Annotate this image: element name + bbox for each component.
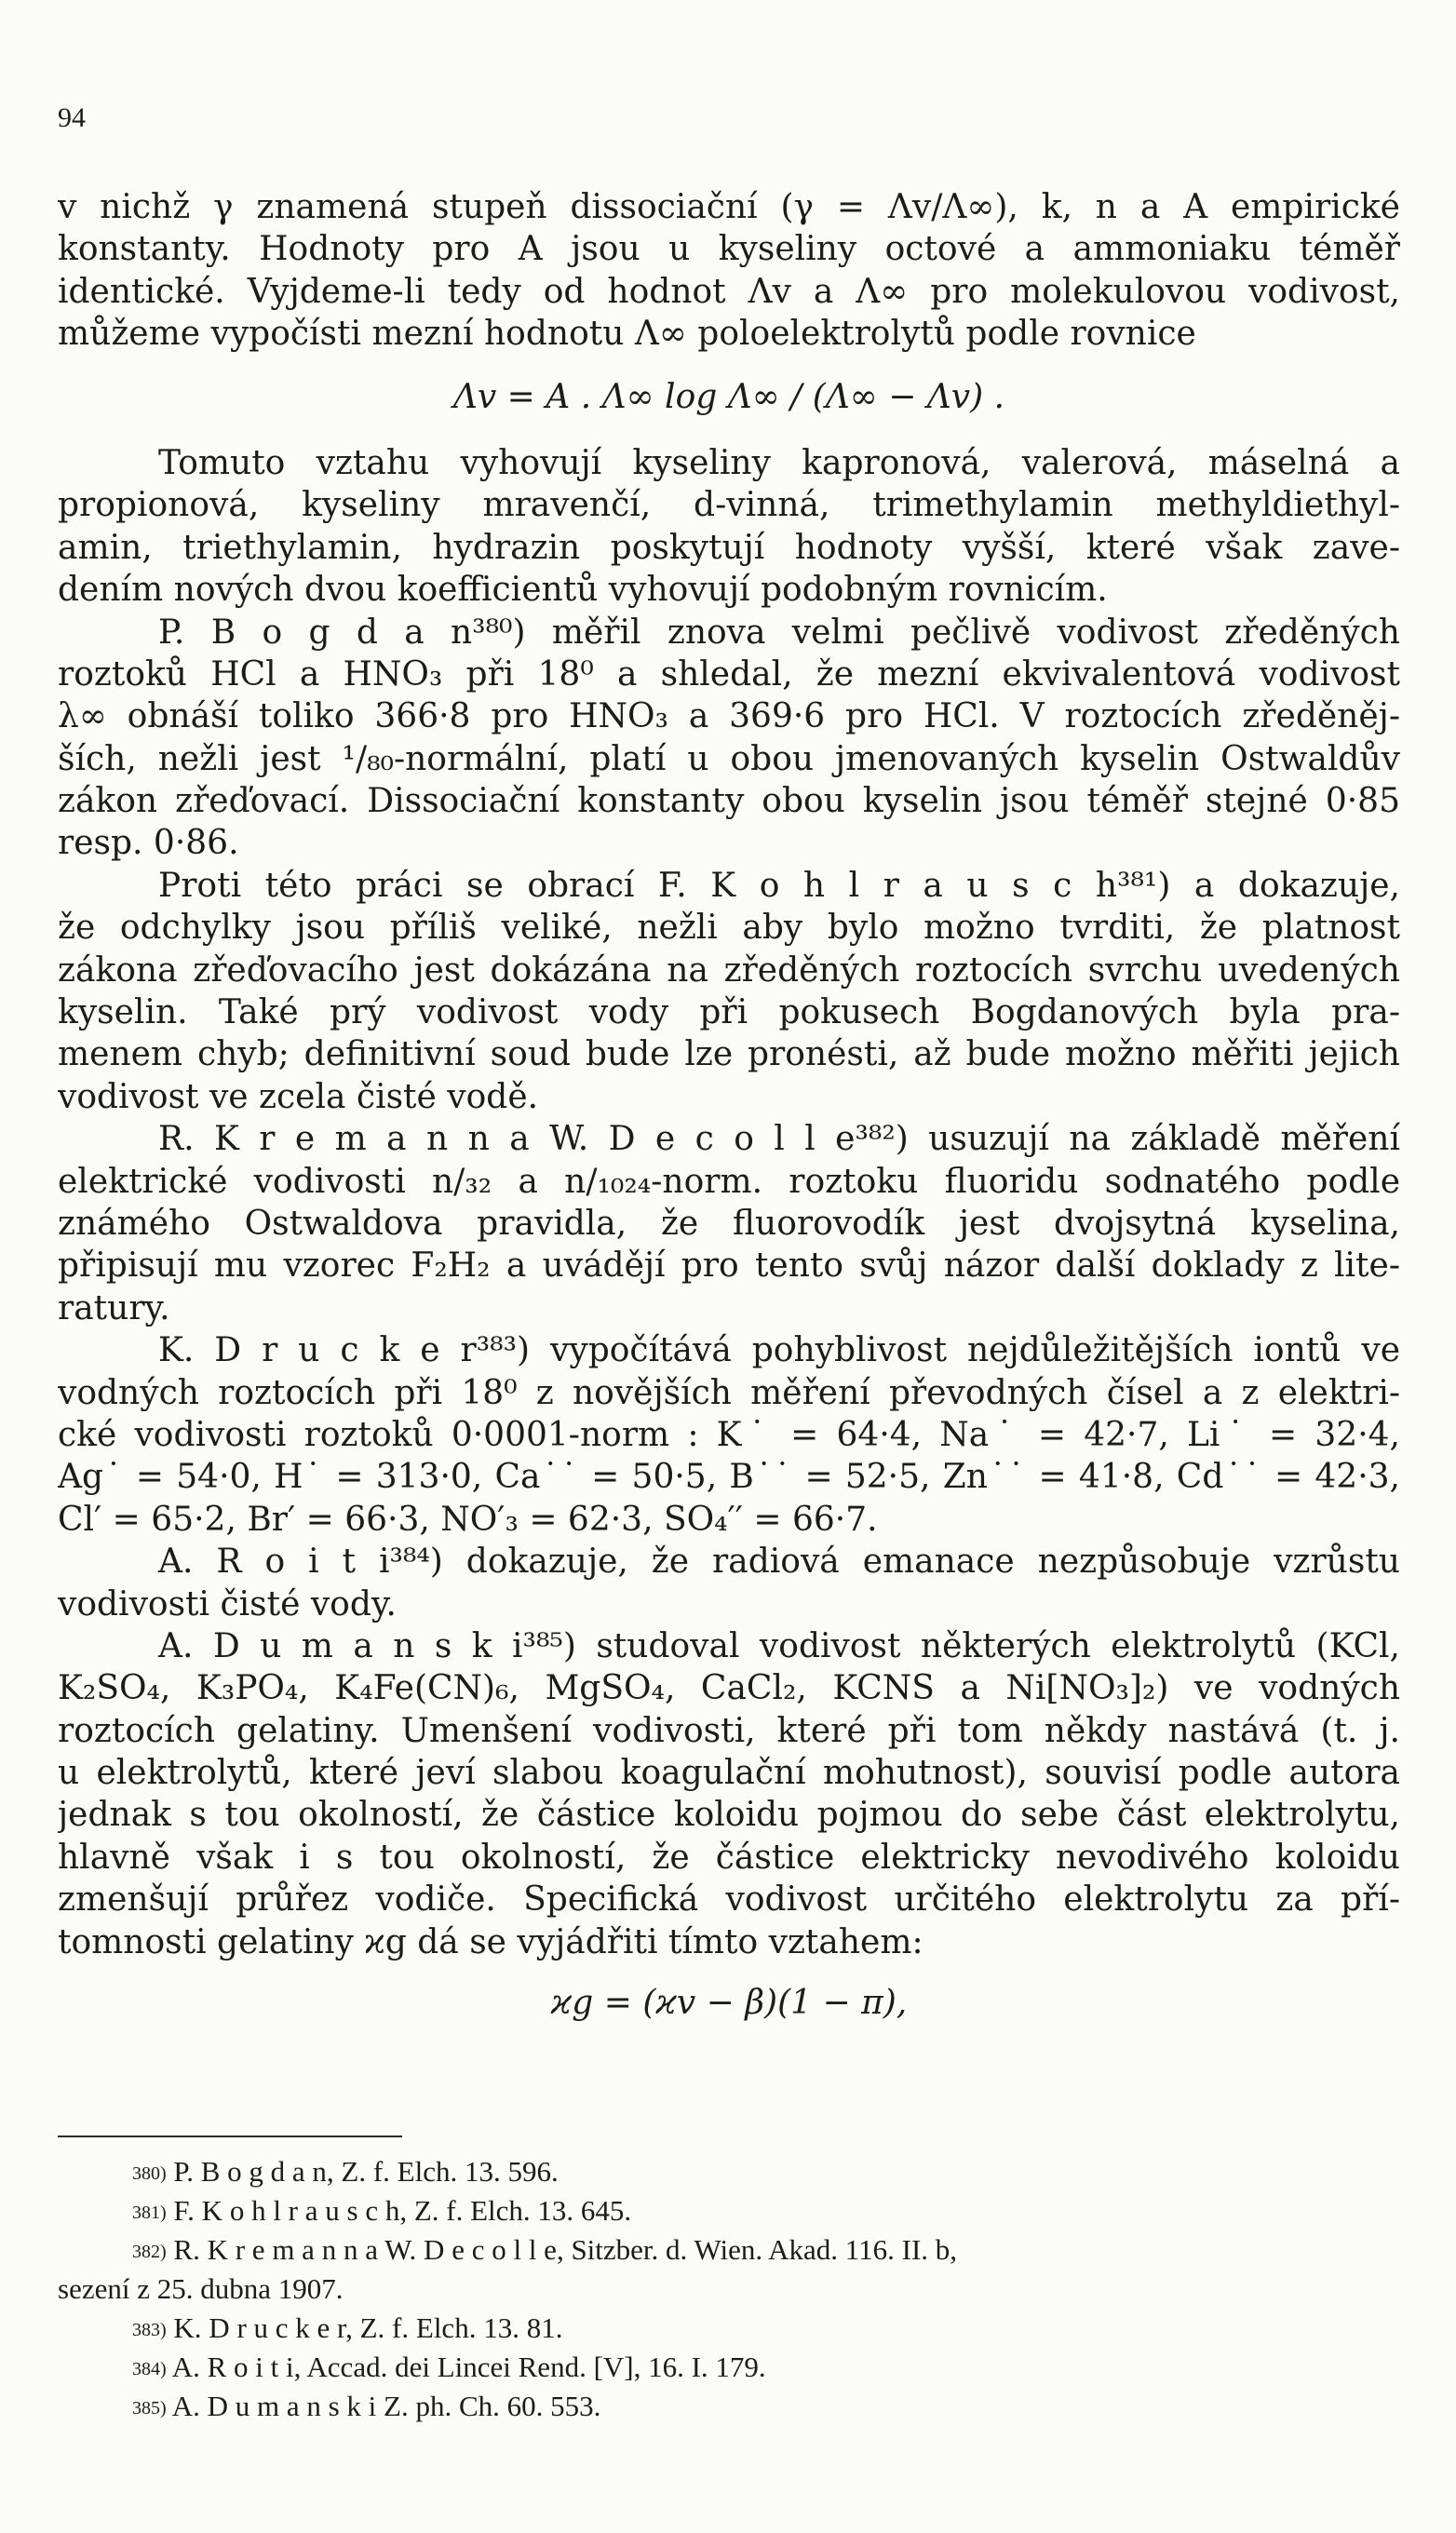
footnotes <box>58 2152 1400 2426</box>
text-line: roztoků HCl a HNO₃ při 18⁰ a shledal, že mezní ekvivalentová vodivost <box>58 654 1400 694</box>
text-line: zákon zřeďovací. Dissociační konstanty obou kyselin jsou téměř stejné 0·85 <box>58 782 1400 821</box>
equation-limiting-conductivity: Λv = A . Λ∞ log Λ∞ / (Λ∞ − Λv) . <box>452 377 1005 416</box>
text-line: K. D r u c k e r³⁸³) vypočítává pohyblivost nejdůležitějších iontů ve <box>158 1331 1400 1370</box>
main-text <box>58 186 1400 2024</box>
text-line: cké vodivosti roztoků 0·0001-norm : K˙ = 64·4, Na˙ = 42·7, Li˙ = 32·4, <box>58 1415 1400 1454</box>
text-line: vodných roztocích při 18⁰ z novějších měření převodných čísel a z elektri- <box>58 1373 1400 1412</box>
text-line: Ag˙ = 54·0, H˙ = 313·0, Ca˙˙ = 50·5, B˙˙ = 52·5, Zn˙˙ = 41·8, Cd˙˙ = 42·3, <box>58 1458 1400 1497</box>
text-line: hlavně však i s tou okolností, že částice elektricky nevodivého koloidu <box>58 1838 1400 1877</box>
footnote-384: $^{384)}$ A. R o i t i, Accad. dei Lincei Rend. [V], 16. I. 179. <box>132 2351 766 2383</box>
text-line: kyselin. Také prý vodivost vody při pokusech Bogdanových byla pra- <box>58 993 1400 1032</box>
text-line: dením nových dvou koefficientů vyhovují podobným rovnicím. <box>58 571 1108 610</box>
text-line: ratury. <box>58 1288 170 1327</box>
text-line: v nichž γ znamená stupeň dissociační (γ = Λv/Λ∞), k, n a A empirické <box>58 188 1400 226</box>
text-line: A. R o i t i³⁸⁴) dokazuje, že radiová emanace nezpůsobuje vzrůstu <box>158 1543 1400 1582</box>
text-line: jednak s tou okolností, že částice koloidu pojmou do sebe část elektrolytu, <box>58 1796 1400 1835</box>
paragraph-bogdan <box>58 612 1400 865</box>
text-line: Tomuto vztahu vyhovují kyseliny kapronová, valerová, máselná a <box>158 443 1400 482</box>
paragraph-drucker <box>58 1329 1400 1541</box>
text-line: amin, triethylamin, hydrazin poskytují hodnoty vyšší, které však zave- <box>58 528 1400 567</box>
text-line: resp. 0·86. <box>58 824 239 863</box>
text-line: Proti této práci se obrací F. K o h l r a u s c h³⁸¹) a dokazuje, <box>158 866 1400 905</box>
paragraph-kohlrausch <box>58 865 1400 1118</box>
paragraph-kapronova <box>58 442 1400 612</box>
text-line: můžeme vypočísti mezní hodnotu Λ∞ poloelektrolytů podle rovnice <box>58 315 1196 354</box>
text-line: A. D u m a n s k i³⁸⁵) studoval vodivost některých elektrolytů (KCl, <box>158 1626 1400 1665</box>
footnote-381: $^{381)}$ F. K o h l r a u s c h, Z. f. Elch. 13. 645. <box>132 2194 632 2227</box>
text-line: R. K r e m a n n a W. D e c o l l e³⁸²) usuzují na základě měření <box>158 1120 1400 1159</box>
text-line: zákona zřeďovacího jest dokázána na zředěných roztocích svrchu uvedených <box>58 950 1400 990</box>
text-line: P. B o g d a n³⁸⁰) měřil znova velmi pečlivě vodivost zředěných <box>158 613 1400 652</box>
text-line: vodivosti čisté vody. <box>58 1584 397 1624</box>
text-line: u elektrolytů, které jeví slabou koagulační mohutnost), souvisí podle autora <box>58 1754 1400 1793</box>
footnote-382-continued: sezení z 25. dubna 1907. <box>58 2272 344 2305</box>
text-line: vodivost ve zcela čisté vodě. <box>58 1077 539 1116</box>
text-line: že odchylky jsou příliš veliké, nežli aby bylo možno tvrditi, že platnost <box>58 909 1400 948</box>
footnote-383: $^{383)}$ K. D r u c k e r, Z. f. Elch. 13. 81. <box>132 2311 563 2344</box>
intro-paragraph <box>58 186 1400 356</box>
text-line: ších, nežli jest ¹/₈₀-normální, platí u obou jmenovaných kyselin Ostwaldův <box>58 739 1400 778</box>
text-line: identické. Vyjdeme-li tedy od hodnot Λv a Λ∞ pro molekulovou vodivost, <box>58 272 1400 311</box>
footnote-divider <box>58 2136 402 2137</box>
text-line: tomnosti gelatiny ϰg dá se vyjádřiti tímto vztahem: <box>58 1922 923 1961</box>
text-line: Cl′ = 65·2, Br′ = 66·3, NO′₃ = 62·3, SO₄′′ = 66·7. <box>58 1500 878 1539</box>
paragraph-dumanski <box>58 1625 1400 1963</box>
paragraph-roiti <box>58 1541 1400 1625</box>
text-line: roztocích gelatiny. Umenšení vodivosti, které při tom někdy nastává (t. j. <box>58 1711 1400 1750</box>
text-line: připisují mu vzorec F₂H₂ a uvádějí pro tento svůj názor další doklady z lite- <box>58 1246 1400 1286</box>
footnote-382: $^{382)}$ R. K r e m a n n a W. D e c o l l e, Sitzber. d. Wien. Akad. 116. II. b, <box>132 2233 958 2266</box>
text-line: propionová, kyseliny mravenčí, d-vinná, trimethylamin methyldiethyl- <box>58 486 1400 525</box>
footnote-380: $^{380)}$ P. B o g d a n, Z. f. Elch. 13. 596. <box>132 2155 559 2188</box>
text-line: zmenšují průřez vodiče. Specifická vodivost určitého elektrolytu za pří- <box>58 1880 1400 1920</box>
text-line: K₂SO₄, K₃PO₄, K₄Fe(CN)₆, MgSO₄, CaCl₂, KCNS a Ni[NO₃]₂) ve vodných <box>58 1669 1400 1708</box>
text-line: menem chyb; definitivní soud bude lze pronésti, až bude možno měřiti jejich <box>58 1035 1400 1074</box>
footnote-385: $^{385)}$ A. D u m a n s k i Z. ph. Ch. 60. 553. <box>132 2390 601 2422</box>
text-line: elektrické vodivosti n/₃₂ a n/₁₀₂₄-norm. roztoku fluoridu sodnatého podle <box>58 1162 1400 1201</box>
text-line: konstanty. Hodnoty pro A jsou u kyseliny octové a ammoniaku téměř <box>58 230 1400 269</box>
paragraph-kremann <box>58 1118 1400 1329</box>
text-line: známého Ostwaldova pravidla, že fluorovodík jest dvojsytná kyselina, <box>58 1205 1400 1243</box>
text-line: λ∞ obnáší toliko 366·8 pro HNO₃ a 369·6 pro HCl. V roztocích zředěněj- <box>58 697 1400 736</box>
equation-gelatin-conductivity: ϰg = (ϰv − β)(1 − π), <box>550 1984 908 2023</box>
page-number: 94 <box>58 102 86 133</box>
